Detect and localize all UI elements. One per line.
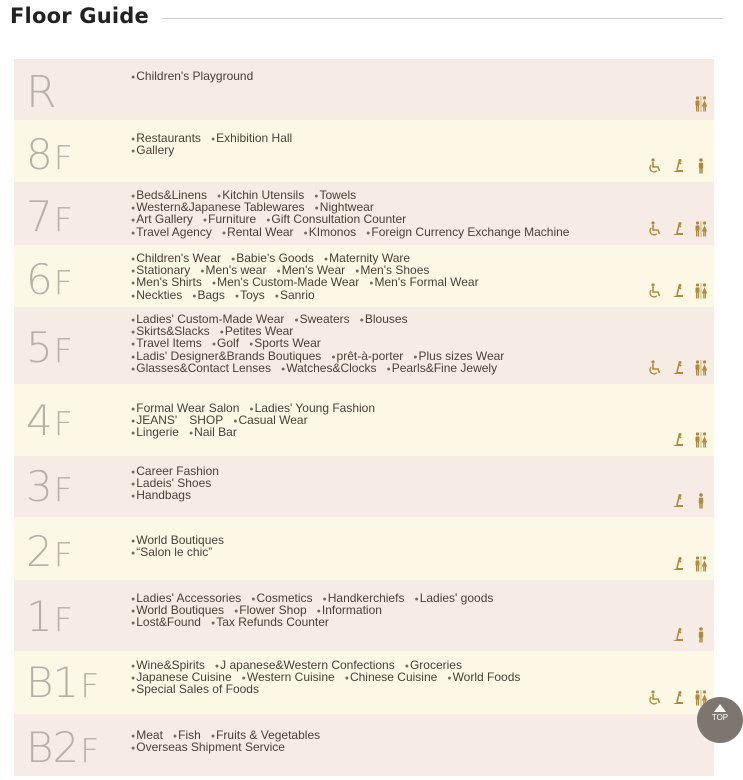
wheelchair-icon — [648, 158, 662, 174]
floor-item[interactable]: ● Men's Wear — [276, 264, 345, 278]
floor-item[interactable]: ● Foreign Currency Exchange Machine — [366, 226, 569, 240]
floor-label — [26, 723, 100, 772]
facility-icons — [694, 96, 708, 112]
floor-item-line — [131, 213, 579, 225]
floor-item[interactable]: ● Information — [317, 604, 382, 618]
floor-suffix: F — [53, 331, 73, 370]
floor-item-line — [131, 489, 229, 501]
floor-number: 3 — [26, 462, 52, 511]
floor-item[interactable]: ● Men's Shoes — [355, 264, 429, 278]
floor-items — [131, 313, 514, 374]
floor-item[interactable]: ● Cosmetics — [251, 592, 312, 606]
floor-item[interactable]: ● Handbags — [131, 489, 191, 503]
floor-items — [131, 592, 503, 629]
floor-item[interactable]: ● J apanese&Western Confections — [215, 659, 395, 673]
floor-item[interactable]: ● Kitchin Utensils — [217, 189, 304, 203]
floor-number: 5 — [26, 323, 52, 372]
floor-label — [26, 396, 73, 445]
floor-item[interactable]: ● Fruits & Vegetables — [211, 729, 320, 743]
floor-item-line — [131, 276, 489, 288]
floor-item[interactable]: ● Maternity Ware — [324, 252, 410, 266]
floor-item[interactable]: ● JEANS' SHOP — [131, 414, 223, 428]
restroom-icon — [694, 283, 708, 299]
floor-item[interactable]: ● Ladies' Young Fashion — [249, 402, 375, 416]
floor-items — [131, 659, 530, 696]
restroom-icon — [694, 96, 708, 112]
floor-row[interactable] — [14, 714, 714, 776]
floor-suffix: F — [80, 666, 100, 705]
floor-row[interactable] — [14, 120, 714, 182]
floor-item[interactable]: ● Exhibition Hall — [211, 132, 292, 146]
page-title: Floor Guide — [10, 4, 149, 28]
floor-item[interactable]: ● Beds&Linens — [131, 189, 207, 203]
floor-item[interactable]: ● Special Sales of Foods — [131, 683, 259, 697]
nursing-room-icon — [671, 360, 685, 376]
floor-item[interactable]: ● Babie's Goods — [231, 252, 314, 266]
floor-suffix: F — [80, 731, 100, 770]
floor-items — [131, 729, 330, 753]
floor-item[interactable]: ● Ladies' Accessories — [131, 592, 241, 606]
floor-item[interactable]: ● Gift Consultation Counter — [266, 213, 406, 227]
floor-item[interactable]: ● World Foods — [447, 671, 520, 685]
floor-suffix: F — [53, 535, 73, 574]
floor-number: 8 — [26, 130, 52, 179]
facility-icons — [648, 158, 708, 174]
back-to-top-label: TOP — [711, 713, 729, 722]
arrow-up-icon — [714, 704, 726, 712]
floor-item[interactable]: ● Sports Wear — [249, 337, 321, 351]
floor-number: 2 — [26, 527, 52, 576]
floor-item-line — [131, 350, 514, 362]
nursing-room-icon — [671, 432, 685, 448]
floor-list — [14, 59, 714, 776]
floor-item[interactable]: ● Sweaters — [294, 313, 349, 327]
facility-icons — [648, 221, 708, 237]
restroom-icon — [694, 360, 708, 376]
floor-item[interactable]: ● Lost&Found — [131, 616, 201, 630]
floor-label — [26, 323, 73, 372]
restroom-icon — [694, 432, 708, 448]
floor-item-line — [131, 616, 503, 628]
floor-number: 4 — [26, 396, 52, 445]
floor-item[interactable]: ● “Salon le chic” — [131, 546, 212, 560]
floor-item[interactable]: ● Flower Shop — [234, 604, 307, 618]
wheelchair-icon — [648, 360, 662, 376]
floor-item-line — [131, 70, 263, 82]
floor-label — [26, 255, 73, 304]
nursing-room-icon — [671, 221, 685, 237]
floor-item[interactable]: ● Formal Wear Salon — [131, 402, 239, 416]
floor-item-line — [131, 362, 514, 374]
facility-icons — [648, 283, 708, 299]
floor-item[interactable]: ● Tax Refunds Counter — [211, 616, 329, 630]
floor-item-line — [131, 337, 514, 349]
floor-item[interactable]: ● Men's Custom-Made Wear — [212, 276, 359, 290]
floor-number: 6 — [26, 255, 52, 304]
floor-item[interactable]: ● Bags — [192, 289, 225, 303]
facility-icons — [648, 360, 708, 376]
facility-icons — [671, 493, 708, 509]
floor-number: 1 — [26, 592, 52, 641]
floor-item[interactable]: ● Towels — [314, 189, 356, 203]
floor-item[interactable]: ● Restaurants — [131, 132, 201, 146]
floor-label — [26, 658, 100, 707]
floor-number: B1 — [26, 658, 79, 707]
floor-item[interactable]: ● Ladeis' Shoes — [131, 477, 211, 491]
floor-item[interactable]: ● Furniture — [203, 213, 256, 227]
floor-items — [131, 70, 263, 82]
floor-items — [131, 189, 579, 238]
floor-label — [26, 67, 56, 118]
floor-items — [131, 402, 385, 439]
floor-item[interactable]: ● Chinese Cuisine — [345, 671, 438, 685]
floor-item[interactable]: ● Nightwear — [315, 201, 374, 215]
floor-label — [26, 592, 73, 641]
nursing-room-icon — [671, 627, 685, 643]
floor-item[interactable]: ● Watches&Clocks — [281, 362, 376, 376]
floor-item[interactable]: ● Children's Wear — [131, 252, 221, 266]
floor-item[interactable]: ● Children's Playground — [131, 70, 253, 84]
floor-item[interactable]: ● Japanese Cuisine — [131, 671, 232, 685]
nursing-room-icon — [671, 493, 685, 509]
floor-item[interactable]: ● World Boutiques — [131, 534, 224, 548]
floor-row[interactable] — [14, 651, 714, 714]
restroom-icon — [694, 221, 708, 237]
floor-suffix: F — [53, 470, 73, 509]
floor-number: R — [26, 67, 56, 118]
floor-item[interactable]: ● Meat — [131, 729, 163, 743]
floor-item[interactable]: ● Men's Formal Wear — [369, 276, 478, 290]
floor-item[interactable]: ● Stationary — [131, 264, 190, 278]
nursing-room-icon — [671, 556, 685, 572]
floor-item[interactable]: ● Travel Agency — [131, 226, 212, 240]
floor-label — [26, 130, 73, 179]
floor-item[interactable]: ● Lingerie — [131, 426, 179, 440]
floor-item[interactable]: ● Fish — [173, 729, 201, 743]
title-divider — [162, 18, 723, 19]
floor-suffix: F — [53, 138, 73, 177]
floor-row[interactable] — [14, 384, 714, 456]
floor-item[interactable]: ● Men's wear — [200, 264, 266, 278]
nursing-room-icon — [671, 158, 685, 174]
floor-item[interactable]: ● Travel Items — [131, 337, 202, 351]
wheelchair-icon — [648, 283, 662, 299]
facility-icons — [648, 690, 708, 706]
floor-item[interactable]: ● Golf — [212, 337, 239, 351]
floor-suffix: F — [53, 263, 73, 302]
floor-item[interactable]: ● Career Fashion — [131, 465, 219, 479]
floor-suffix: F — [53, 600, 73, 639]
floor-item[interactable]: ● Neckties — [131, 289, 182, 303]
nursing-room-icon — [671, 690, 685, 706]
floor-item[interactable]: ● Ladies' goods — [414, 592, 493, 606]
floor-item[interactable]: ● Nail Bar — [189, 426, 237, 440]
nursing-room-icon — [671, 283, 685, 299]
floor-item[interactable]: ● Handkerchiefs — [323, 592, 405, 606]
wheelchair-icon — [648, 690, 662, 706]
floor-row[interactable] — [14, 456, 714, 517]
title-row — [10, 4, 723, 30]
floor-suffix: F — [53, 200, 73, 239]
floor-item[interactable]: ● Ladies' Custom-Made Wear — [131, 313, 284, 327]
mens-restroom-icon — [694, 627, 708, 643]
floor-item[interactable]: ● Gallery — [131, 144, 174, 158]
floor-item[interactable]: ● Sanrio — [275, 289, 315, 303]
floor-item[interactable]: ● Toys — [235, 289, 265, 303]
floor-row[interactable] — [14, 182, 714, 245]
floor-item[interactable]: ● Glasses&Contact Lenses — [131, 362, 271, 376]
mens-restroom-icon — [694, 158, 708, 174]
facility-icons — [671, 627, 708, 643]
floor-item[interactable]: ● World Boutiques — [131, 604, 224, 618]
facility-icons — [671, 432, 708, 448]
floor-item[interactable]: ● Ladis' Designer&Brands Boutiques — [131, 350, 321, 364]
floor-item-line — [131, 546, 234, 558]
floor-item[interactable]: ● KImonos — [304, 226, 357, 240]
mens-restroom-icon — [694, 493, 708, 509]
floor-items — [131, 534, 234, 558]
wheelchair-icon — [648, 221, 662, 237]
floor-item[interactable]: ● Rental Wear — [222, 226, 294, 240]
floor-row[interactable] — [14, 245, 714, 307]
floor-item[interactable]: ● Casual Wear — [233, 414, 307, 428]
restroom-icon — [694, 556, 708, 572]
floor-label — [26, 462, 73, 511]
floor-items — [131, 252, 489, 301]
floor-row[interactable] — [14, 307, 714, 384]
floor-item[interactable]: ● Skirts&Slacks — [131, 325, 210, 339]
floor-item[interactable]: ● Western&Japanese Tablewares — [131, 201, 305, 215]
floor-items — [131, 465, 229, 502]
floor-item[interactable]: ● Blouses — [360, 313, 408, 327]
floor-item[interactable]: ● Western Cuisine — [242, 671, 335, 685]
floor-item[interactable]: ● prêt-à-porter — [331, 350, 403, 364]
floor-item[interactable]: ● Art Gallery — [131, 213, 193, 227]
floor-suffix: F — [53, 404, 73, 443]
floor-number: 7 — [26, 192, 52, 241]
floor-number: B2 — [26, 723, 79, 772]
floor-item[interactable]: ● Plus sizes Wear — [413, 350, 504, 364]
floor-item[interactable]: ● Petites Wear — [220, 325, 294, 339]
floor-item[interactable]: ● Men's Shirts — [131, 276, 202, 290]
floor-row[interactable] — [14, 517, 714, 580]
back-to-top-button[interactable] — [697, 697, 743, 743]
floor-item[interactable]: ● Pearls&Fine Jewely — [386, 362, 497, 376]
floor-item[interactable]: ● Wine&Spirits — [131, 659, 205, 673]
floor-items — [131, 132, 302, 156]
floor-item-line — [131, 226, 579, 238]
floor-row[interactable] — [14, 580, 714, 651]
facility-icons — [671, 556, 708, 572]
floor-item[interactable]: ● Groceries — [405, 659, 462, 673]
floor-row[interactable] — [14, 59, 714, 120]
floor-label — [26, 527, 73, 576]
floor-item[interactable]: ● Overseas Shipment Service — [131, 741, 285, 755]
floor-label — [26, 192, 73, 241]
